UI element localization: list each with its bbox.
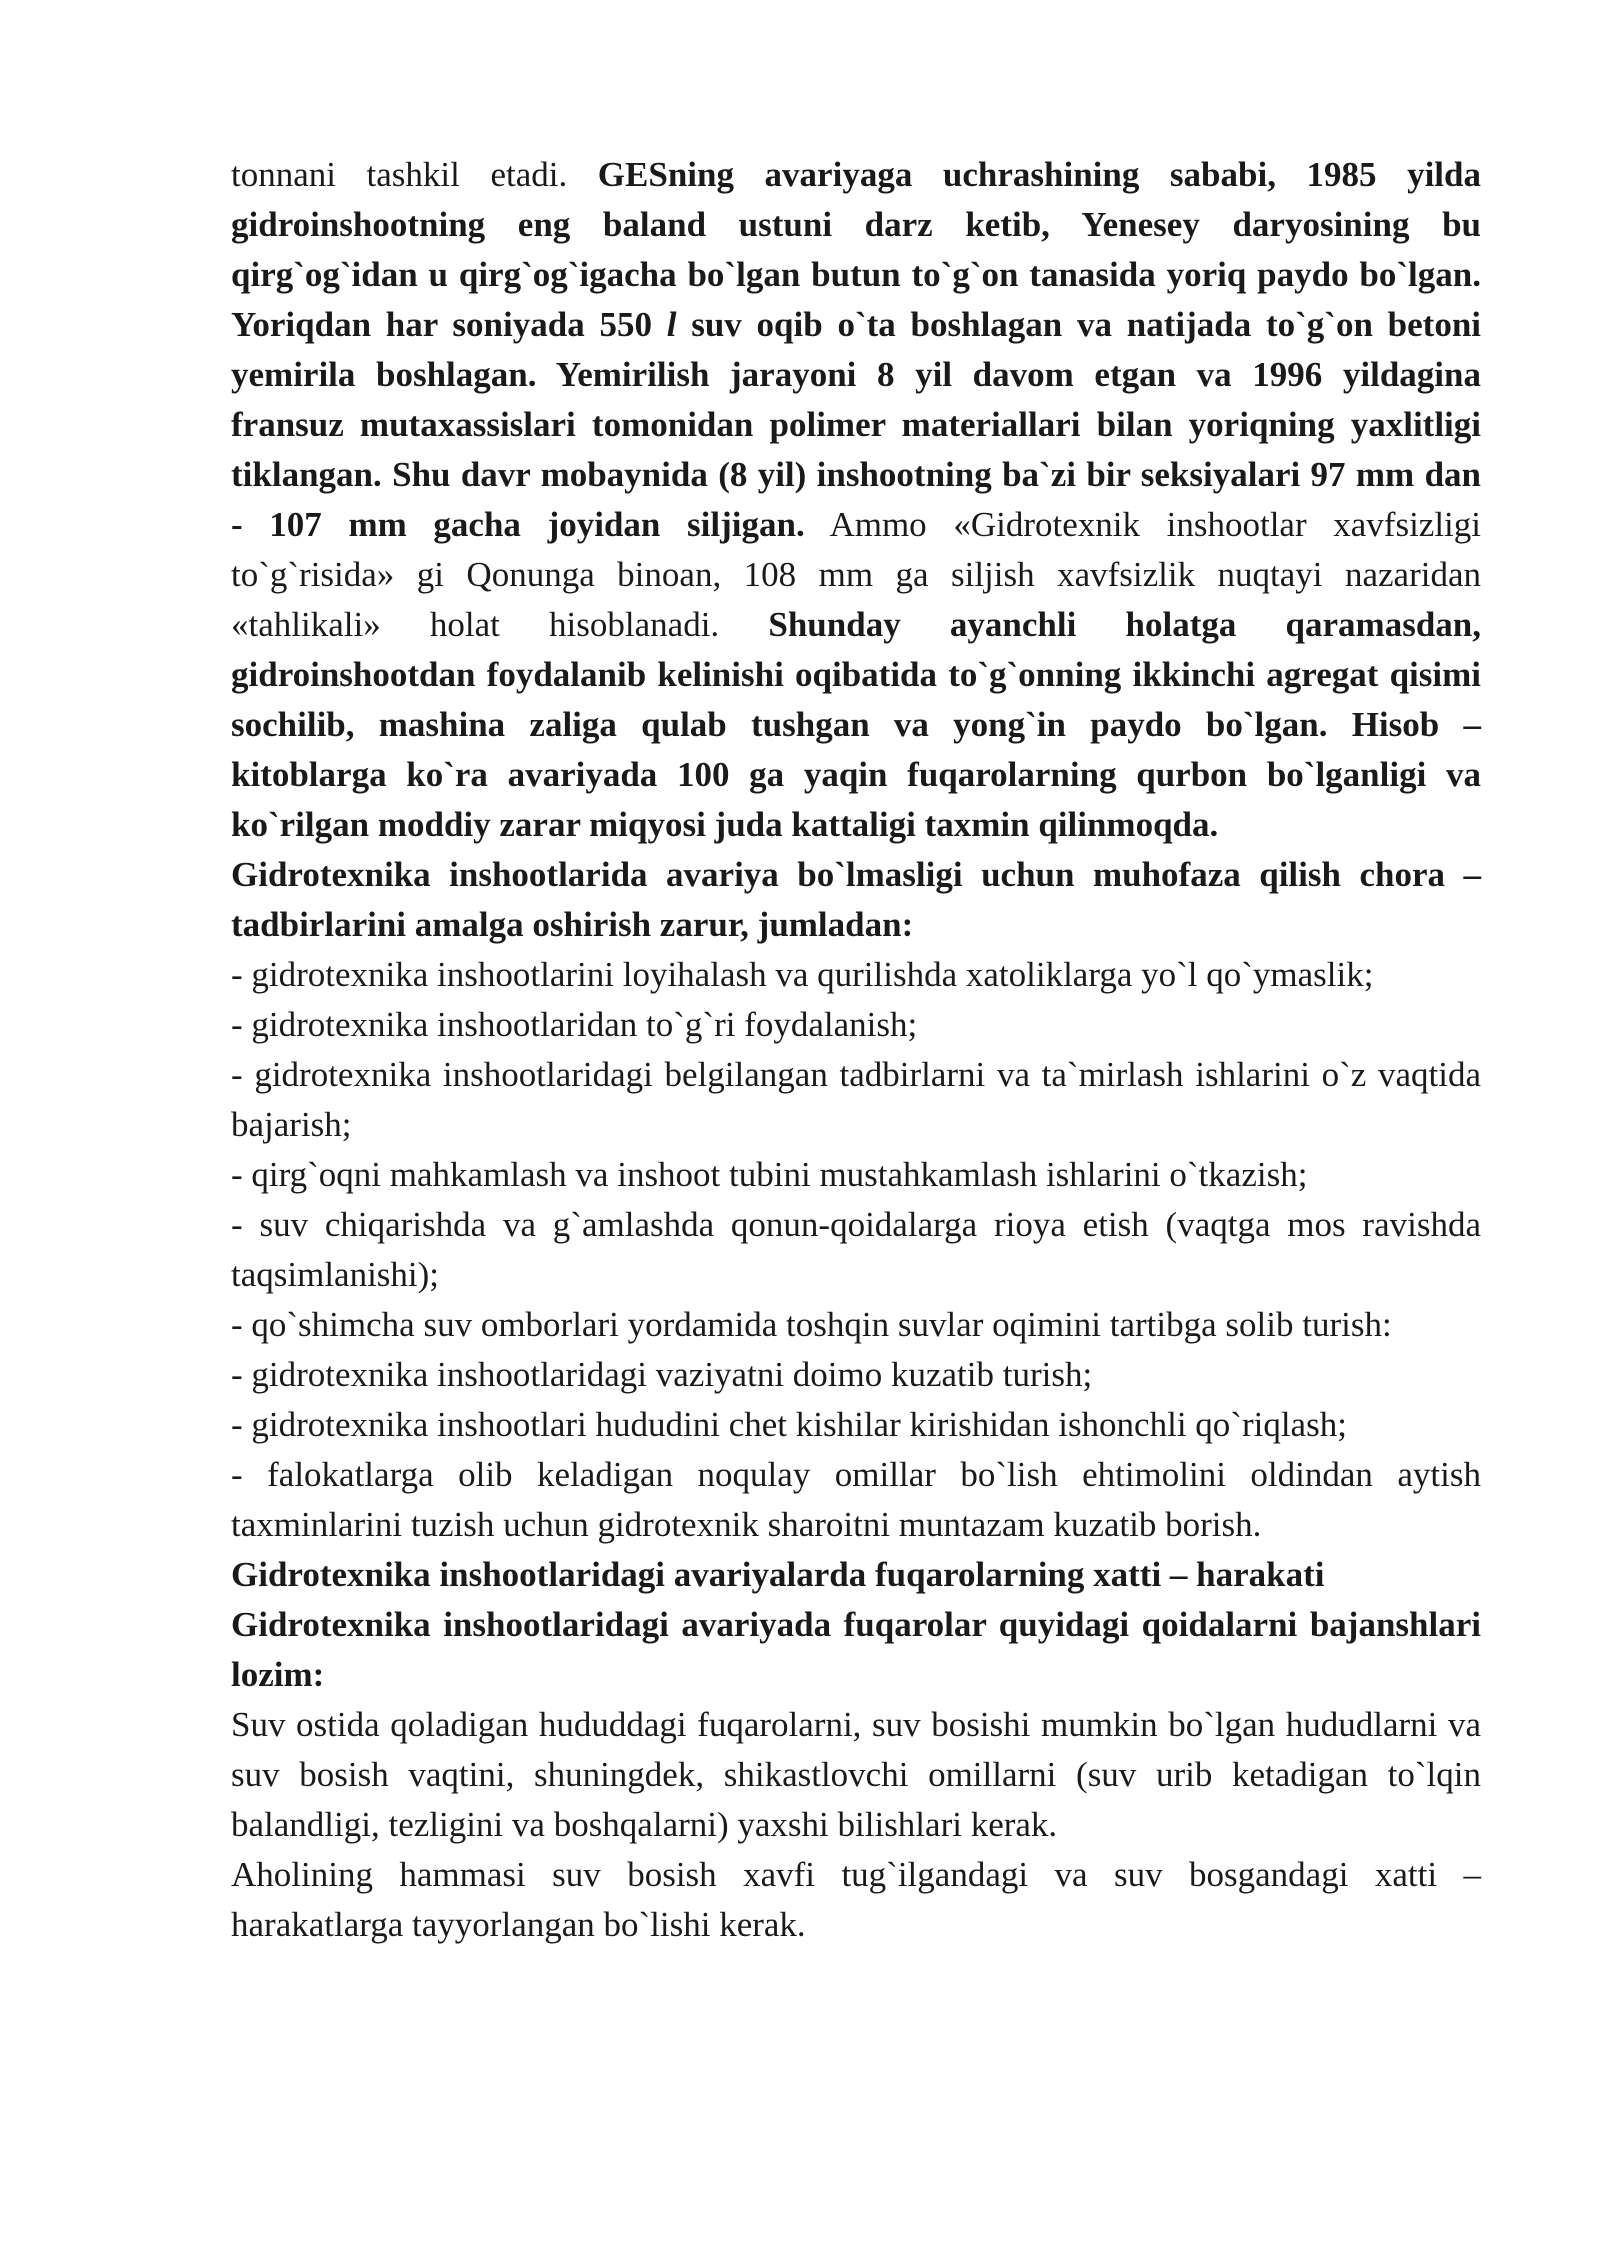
heading-chora-tadbirlar: Gidrotexnika inshootlarida avariya bo`lmasligi uchun muhofaza qilish chora – tadbirlarini amalga oshirish zarur, jumladan: [231, 855, 1481, 944]
list-item: - falokatlarga olib keladigan noqulay omillar bo`lish ehtimolini oldindan aytish taxminlarini tuzish uchun gidrotexnik sharoitni muntazam kuzatib borish. [231, 1455, 1481, 1544]
heading-xatti-harakat: Gidrotexnika inshootlaridagi avariyalarda fuqarolarning xatti – harakati [231, 1555, 1325, 1594]
list-item: - qirg`oqni mahkamlash va inshoot tubini mustahkamlash ishlarini o`tkazish; [231, 1155, 1308, 1194]
sentence-qonun: Ammo «Gidrotexnik inshootlar xavfsizligi to`g`risida» gi Qonunga binoan, 108 mm ga siljish xavfsizlik nuqtayi nazaridan «tahlikali» holat hisoblanadi. [231, 505, 1481, 644]
list-item: - qo`shimcha suv omborlari yordamida toshqin suvlar oqimini tartibga solib turish: [231, 1305, 1392, 1344]
sentence-ges-sababi: GESning avariyaga uchrashining sababi, 1985 yilda gidroinshootning eng baland ustuni darz ketib, Yenesey daryosining bu qirg`og`idan u qirg`og`igacha bo`lgan butun to`g`on tanasida yoriq paydo bo`lgan. Yoriqdan har soniyada 550 [231, 155, 1481, 344]
paragraph-fuqarolar-bilishi: Suv ostida qoladigan hududdagi fuqarolarni, suv bosishi mumkin bo`lgan hududlarni va suv bosish vaqtini, shuningdek, shikastlovchi omillarni (suv urib ketadigan to`lqin balandligi, tezligini va boshqalarni) yaxshi bilishlari kerak. [231, 1705, 1481, 1844]
sentence-oqibat: Shunday ayanchli holatga qaramasdan, gidroinshootdan foydalanib kelinishi oqibatida to`g`onning ikkinchi agregat qisimi sochilib, mashina zaliga qulab tushgan va yong`in paydo bo`lgan. Hisob – kitoblarga ko`ra avariyada 100 ga yaqin fuqarolarning qurbon bo`lganligi va ko`rilgan moddiy zarar miqyosi juda kattaligi taxmin qilinmoqda. [231, 605, 1481, 844]
unit-litr: l [666, 305, 677, 344]
sentence-yemirilish: suv oqib o`ta boshlagan va natijada to`g`on betoni yemirila boshlagan. Yemirilish jarayoni 8 yil davom etgan va 1996 yildagina fransuz mutaxassislari tomonidan polimer materiallari bilan yoriqning yaxlitligi tiklangan. Shu davr mobaynida (8 yil) inshootning ba`zi bir seksiyalari 97 mm dan - 107 mm gacha joyidan siljigan. [231, 305, 1482, 544]
list-item: - gidrotexnika inshootlaridagi vaziyatni doimo kuzatib turish; [231, 1355, 1093, 1394]
sentence-tonnani: tonnani tashkil etadi. [231, 155, 568, 194]
list-item: - gidrotexnika inshootlari hududini chet kishilar kirishidan ishonchli qo`riqlash; [231, 1405, 1347, 1444]
list-item: - suv chiqarishda va g`amlashda qonun-qoidalarga rioya etish (vaqtga mos ravishda taqsimlanishi); [231, 1205, 1481, 1294]
paragraph-avariya-sababi [231, 150, 1481, 850]
heading-qoidalar: Gidrotexnika inshootlaridagi avariyada fuqarolar quyidagi qoidalarni bajanshlari lozim: [231, 1605, 1481, 1694]
list-item: - gidrotexnika inshootlaridagi belgilangan tadbirlarni va ta`mirlash ishlarini o`z vaqtida bajarish; [231, 1055, 1481, 1144]
paragraph-aholi-tayyorgarligi: Aholining hammasi suv bosish xavfi tug`ilgandagi va suv bosgandagi xatti – harakatlarga tayyorlangan bo`lishi kerak. [231, 1855, 1481, 1944]
document-page [231, 150, 1481, 1950]
list-item: - gidrotexnika inshootlaridan to`g`ri foydalanish; [231, 1005, 918, 1044]
list-item: - gidrotexnika inshootlarini loyihalash va qurilishda xatoliklarga yo`l qo`ymaslik; [231, 955, 1374, 994]
